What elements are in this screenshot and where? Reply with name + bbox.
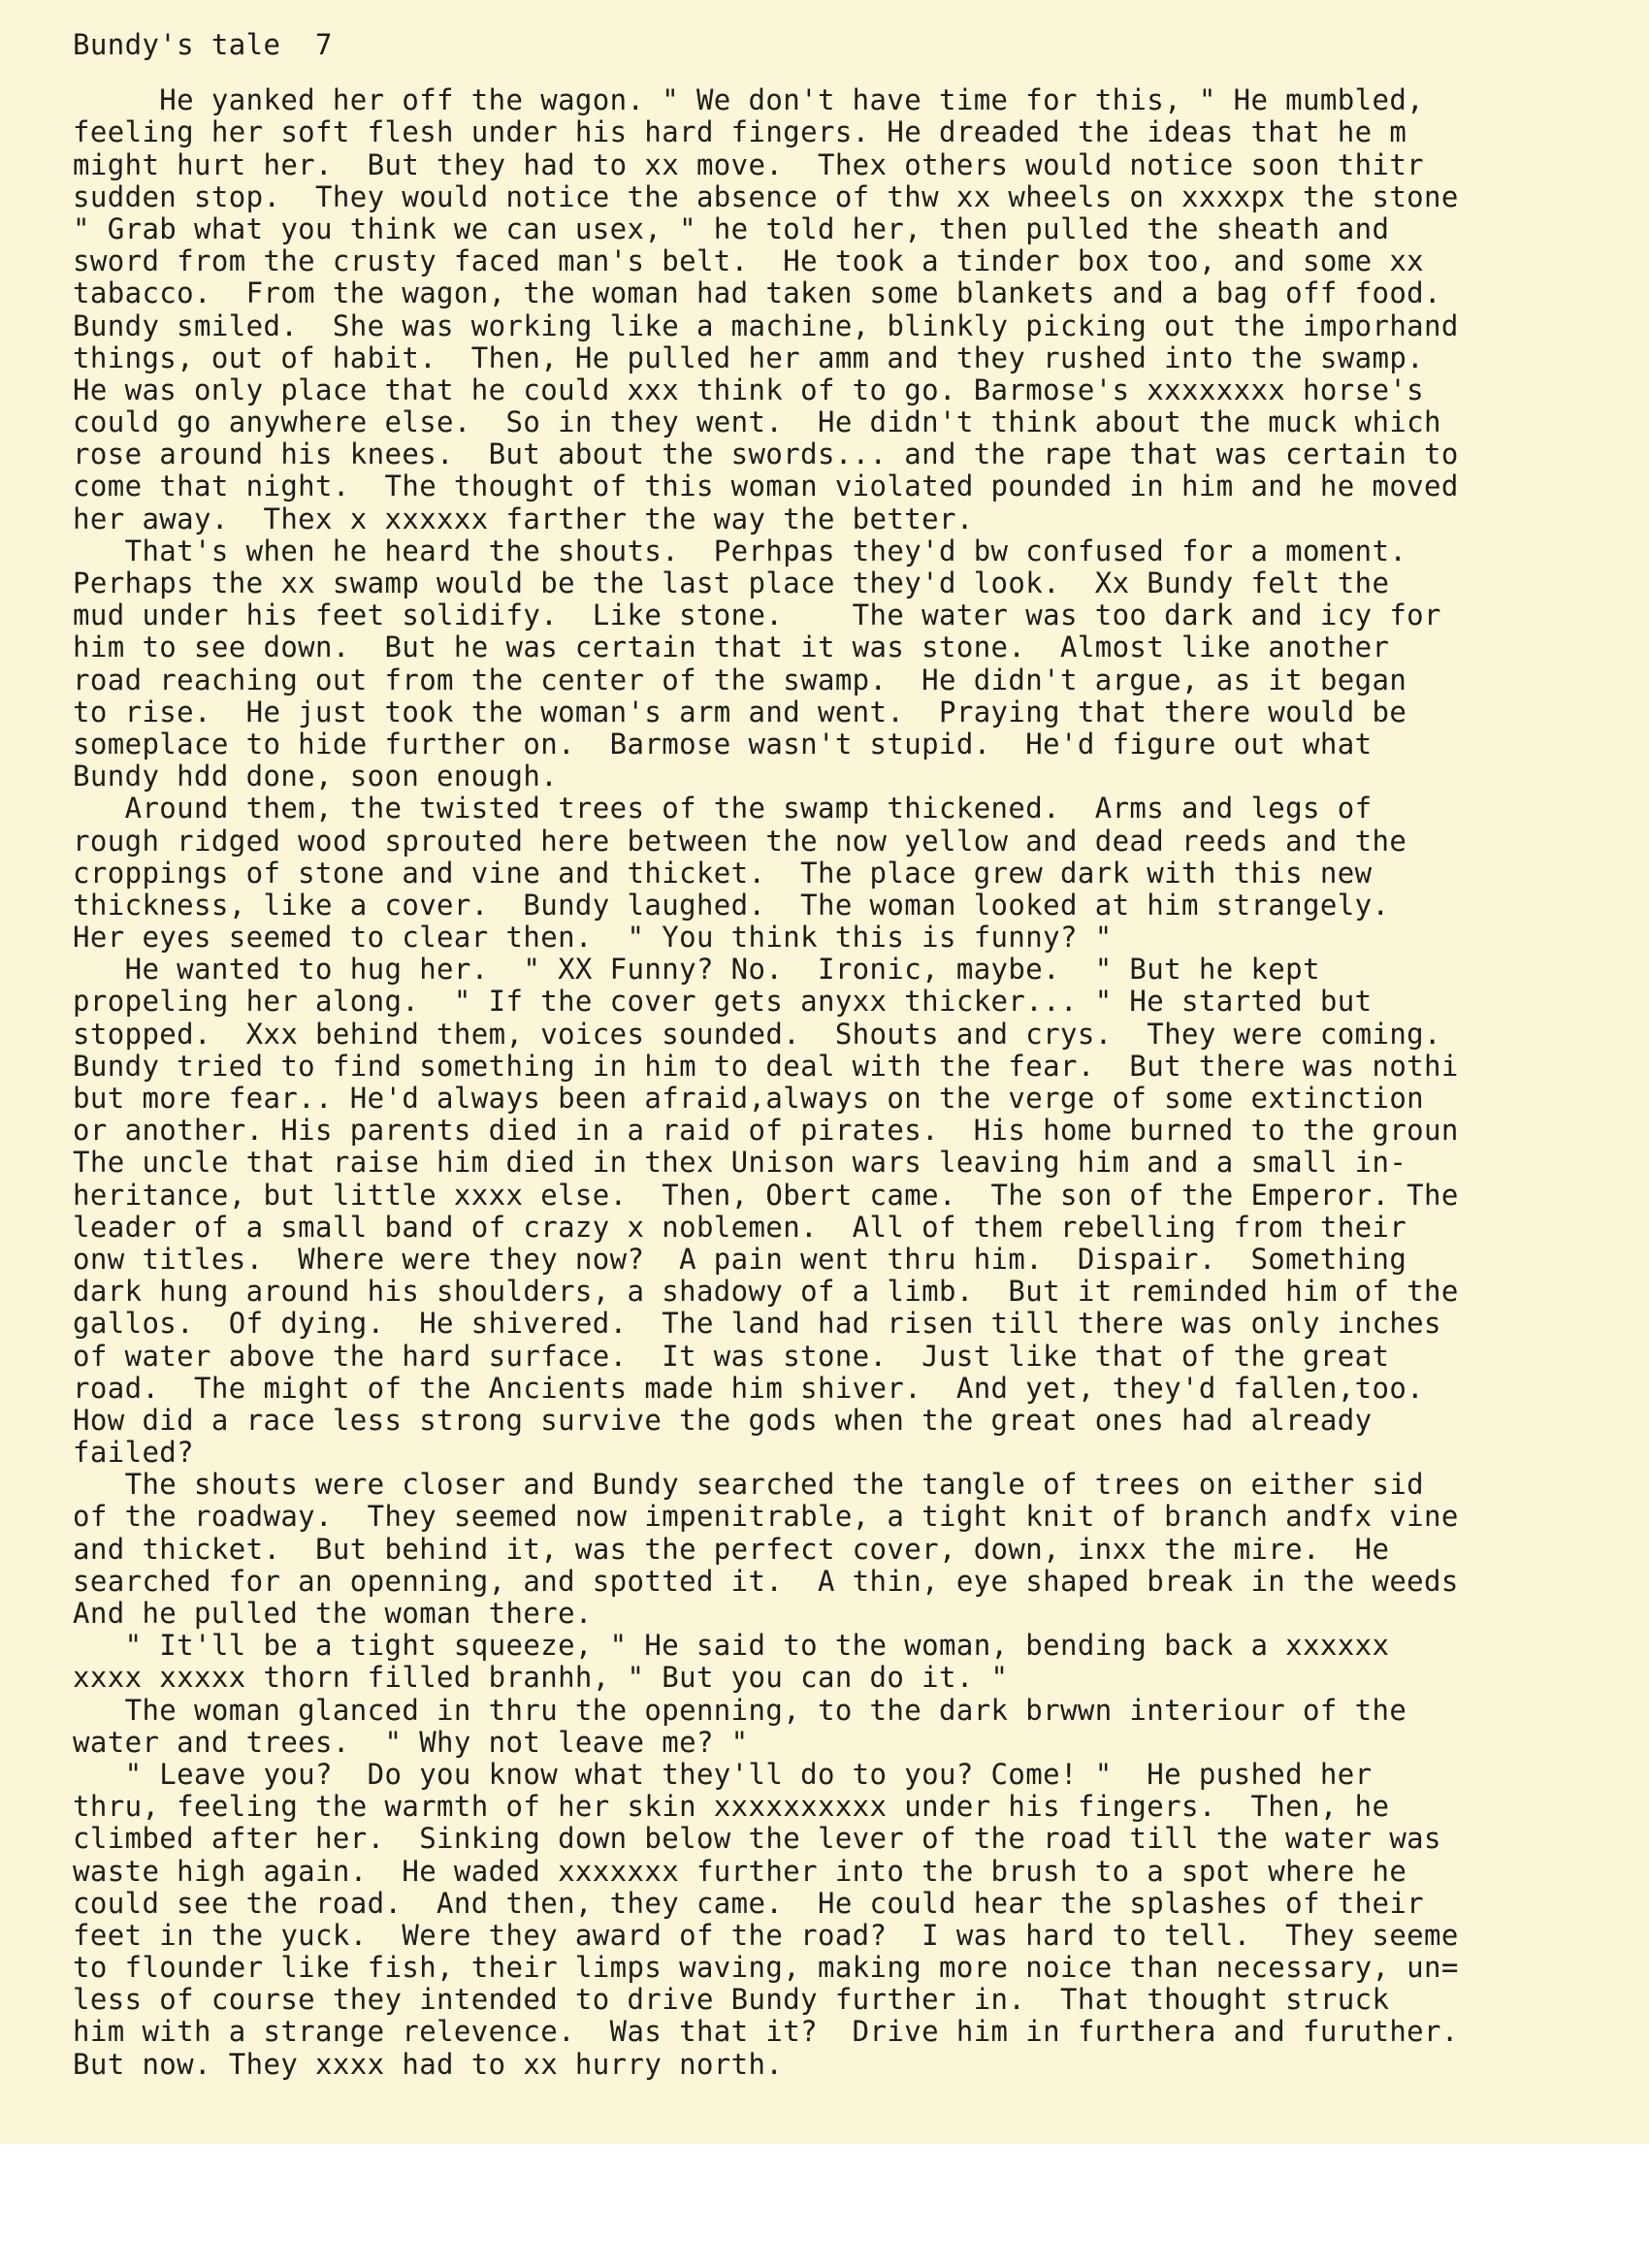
text-line: The woman glanced in thru the openning, to the dark brwwn interiour of the xyxy=(73,1694,1407,1727)
text-line: to flounder like fish, their limps waving, making more noice than necessary, un= xyxy=(73,1952,1459,1985)
text-line: dark hung around his shoulders, a shadowy of a limb. But it reminded him of the xyxy=(73,1276,1459,1309)
text-line: sword from the crusty faced man's belt. He took a tinder box too, and some xx xyxy=(73,245,1425,278)
text-line: road. The might of the Ancients made him shiver. And yet, they'd fallen,too. xyxy=(73,1372,1425,1405)
text-line: stopped. Xxx behind them, voices sounded. Shouts and crys. They were coming. xyxy=(73,1018,1441,1051)
text-line: rough ridged wood sprouted here between the now yellow and dead reeds and the xyxy=(73,825,1407,858)
text-line: leader of a small band of crazy x noblemen. All of them rebelling from their xyxy=(73,1211,1407,1244)
page-text xyxy=(73,29,1644,2081)
text-line: He yanked her off the wagon. " We don't have time for this, " He mumbled, xyxy=(73,84,1425,117)
text-line: The uncle that raise him died in thex Unison wars leaving him and a small in- xyxy=(73,1147,1407,1180)
text-line: to rise. He just took the woman's arm and went. Praying that there would be xyxy=(73,696,1407,729)
text-line: and thicket. But behind it, was the perfect cover, down, inxx the mire. He xyxy=(73,1533,1390,1566)
text-line: sudden stop. They would notice the absence of thw xx wheels on xxxxpx the stone xyxy=(73,180,1459,213)
text-line: but more fear.. He'd always been afraid,always on the verge of some extinction xyxy=(73,1083,1425,1115)
text-line: less of course they intended to drive Bundy further in. That thought struck xyxy=(73,1984,1390,2017)
text-line: searched for an openning, and spotted it. A thin, eye shaped break in the weeds xyxy=(73,1565,1459,1598)
text-line: rose around his knees. But about the swords... and the rape that was certain to xyxy=(73,438,1459,471)
text-line: That's when he heard the shouts. Perhpas they'd bw confused for a moment. xyxy=(73,535,1407,567)
text-line: Perhaps the xx swamp would be the last place they'd look. Xx Bundy felt the xyxy=(73,567,1390,599)
text-line: onw titles. Where were they now? A pain went thru him. Dispair. Something xyxy=(73,1243,1407,1276)
text-line: Around them, the twisted trees of the swamp thickened. Arms and legs of xyxy=(73,793,1373,826)
text-line: " Grab what you think we can usex, " he told her, then pulled the sheath and xyxy=(73,212,1390,245)
text-line: gallos. Of dying. He shivered. The land had risen till there was only inches xyxy=(73,1308,1441,1341)
text-line: How did a race less strong survive the gods when the great ones had already xyxy=(73,1404,1373,1437)
text-line: climbed after her. Sinking down below the lever of the road till the water was xyxy=(73,1823,1441,1856)
text-line: thickness, like a cover. Bundy laughed. The woman looked at him strangely. xyxy=(73,889,1390,922)
text-line: feeling her soft flesh under his hard fingers. He dreaded the ideas that he m xyxy=(73,116,1407,149)
text-line: heritance, but little xxxx else. Then, Obert came. The son of the Emperor. The xyxy=(73,1179,1459,1212)
text-line: water and trees. " Why not leave me? " xyxy=(73,1726,749,1759)
text-line: of the roadway. They seemed now impenitrable, a tight knit of branch andfx vine xyxy=(73,1501,1459,1534)
text-line: him with a strange relevence. Was that it? Drive him in furthera and furuther. xyxy=(73,2016,1459,2049)
text-line: mud under his feet solidify. Like stone. The water was too dark and icy for xyxy=(73,599,1441,632)
text-line: xxxx xxxxx thorn filled branhh, " But you can do it. " xyxy=(73,1662,1009,1695)
text-line: her away. Thex x xxxxxx farther the way the better. xyxy=(73,502,974,535)
text-line: road reaching out from the center of the swamp. He didn't argue, as it began xyxy=(73,664,1407,697)
text-line: He was only place that he could xxx think of to go. Barmose's xxxxxxxx horse's xyxy=(73,373,1425,406)
text-line: Her eyes seemed to clear then. " You think this is funny? " xyxy=(73,922,1113,955)
text-line: feet in the yuck. Were they award of the road? I was hard to tell. They seeme xyxy=(73,1919,1459,1952)
text-line: come that night. The thought of this woman violated pounded in him and he moved xyxy=(73,470,1459,503)
text-line: Bundy hdd done, soon enough. xyxy=(73,761,559,794)
text-line: But now. They xxxx had to xx hurry north. xyxy=(73,2048,784,2081)
text-line: propeling her along. " If the cover gets anyxx thicker... " He started but xyxy=(73,986,1373,1019)
page-header: Bundy's tale 7 xyxy=(73,29,333,61)
text-line: And he pulled the woman there. xyxy=(73,1598,593,1630)
text-line: Bundy smiled. She was working like a machine, blinkly picking out the imporhand xyxy=(73,309,1459,342)
text-line: someplace to hide further on. Barmose wasn't stupid. He'd figure out what xyxy=(73,728,1373,761)
text-line: The shouts were closer and Bundy searched the tangle of trees on either sid xyxy=(73,1469,1425,1502)
text-line: waste high again. He waded xxxxxxx further into the brush to a spot where he xyxy=(73,1855,1407,1888)
text-line: croppings of stone and vine and thicket. The place grew dark with this new xyxy=(73,857,1373,890)
text-line: could see the road. And then, they came. He could hear the splashes of their xyxy=(73,1887,1425,1920)
text-line: tabacco. From the wagon, the woman had taken some blankets and a bag off food. xyxy=(73,277,1441,310)
text-line: " It'll be a tight squeeze, " He said to the woman, bending back a xxxxxx xyxy=(73,1630,1390,1663)
text-line: or another. His parents died in a raid of pirates. His home burned to the groun xyxy=(73,1115,1459,1148)
text-line: things, out of habit. Then, He pulled her amm and they rushed into the swamp. xyxy=(73,341,1425,374)
text-line: failed? xyxy=(73,1437,195,1470)
text-line: could go anywhere else. So in they went. He didn't think about the muck which xyxy=(73,406,1441,439)
text-line: him to see down. But he was certain that it was stone. Almost like another xyxy=(73,632,1390,664)
text-line: Bundy tried to find something in him to deal with the fear. But there was nothi xyxy=(73,1050,1459,1083)
text-line: might hurt her. But they had to xx move. Thex others would notice soon thitr xyxy=(73,148,1425,181)
text-line: " Leave you? Do you know what they'll do to you? Come! " He pushed her xyxy=(73,1758,1373,1791)
text-line: thru, feeling the warmth of her skin xxxxxxxxxx under his fingers. Then, he xyxy=(73,1791,1390,1824)
text-line: of water above the hard surface. It was stone. Just like that of the great xyxy=(73,1340,1390,1373)
text-line: He wanted to hug her. " XX Funny? No. Ironic, maybe. " But he kept xyxy=(73,954,1320,987)
